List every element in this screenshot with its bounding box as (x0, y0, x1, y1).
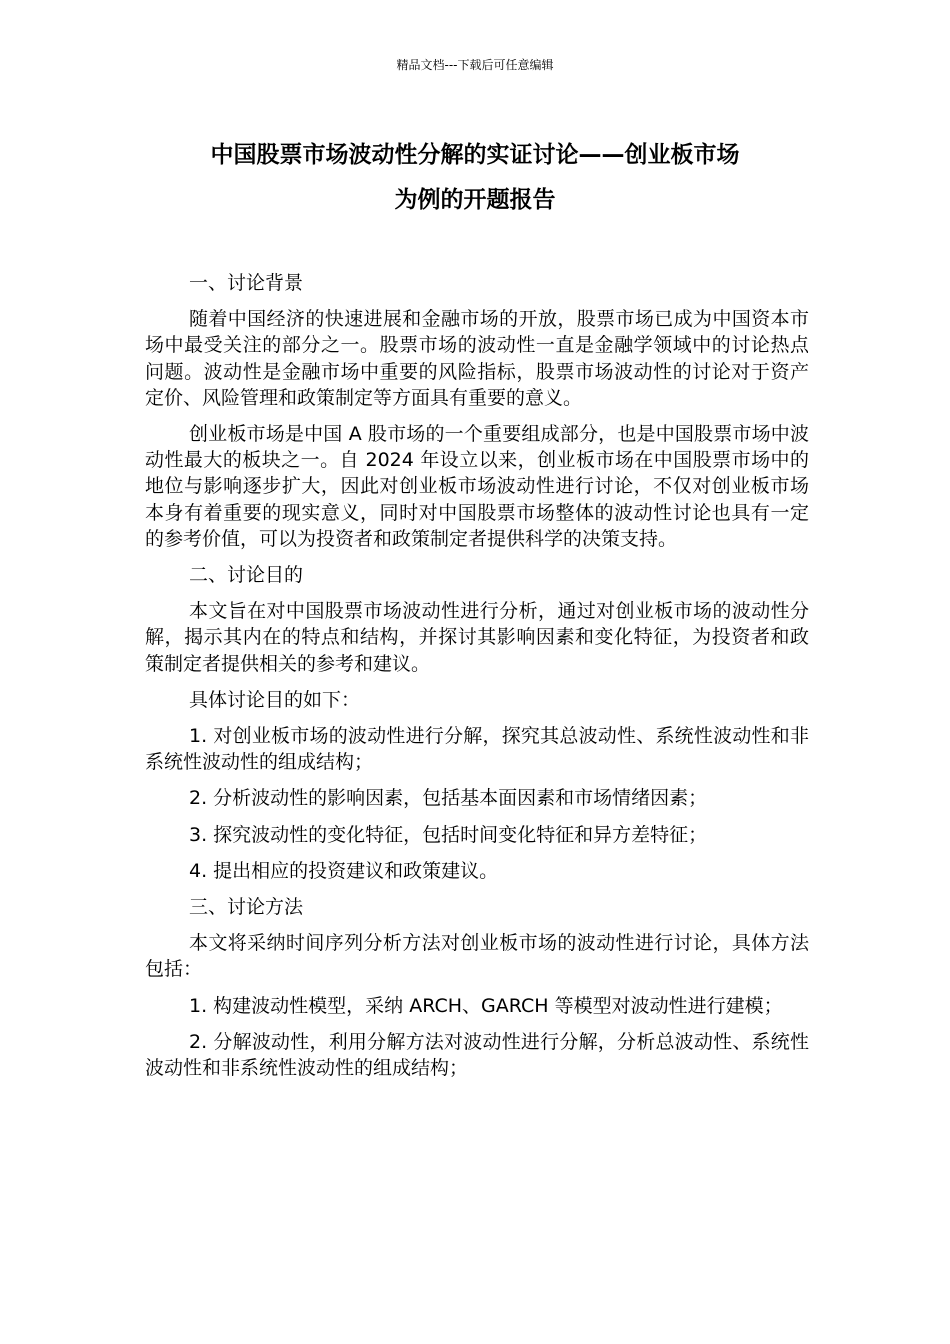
list-item-purpose-2: 2. 分析波动性的影响因素，包括基本面因素和市场情绪因素； (189, 787, 708, 810)
section-heading-purpose: 二、讨论目的 (189, 564, 304, 587)
list-item-method-1: 1. 构建波动性模型，采纳 ARCH、GARCH 等模型对波动性进行建模； (189, 994, 783, 1017)
paragraph-background-1: 随着中国经济的快速进展和金融市场的开放，股票市场已成为中国资本市场中最受关注的部分之一。股票市场的波动性一直是金融学领域中的讨论热点问题。波动性是金融市场中重要的风险指标，股票市场波动性的讨论对于资产定价、风险管理和政策制定等方面具有重要的意义。 (145, 308, 809, 409)
list-item-purpose-4: 4. 提出相应的投资建议和政策建议。 (189, 859, 499, 882)
page-header: 精品文档---下载后可任意编辑 (396, 58, 554, 72)
title-line-2: 为例的开题报告 (394, 187, 556, 213)
paragraph-purpose-2: 具体讨论目的如下： (189, 688, 361, 711)
paragraph-background-2: 创业板市场是中国 A 股市场的一个重要组成部分，也是中国股票市场中波动性最大的板块之一。自 2024 年设立以来，创业板市场在中国股票市场中的地位与影响逐步扩大，因此对创业板市场波动性进行讨论，不仅对创业板市场本身有着重要的现实意义，同时对中国股票市场整体的波动性讨论也具有一定的参考价值，可以为投资者和政策制定者提供科学的决策支持。 (145, 423, 809, 550)
title-line-1: 中国股票市场波动性分解的实证讨论——创业板市场 (210, 142, 740, 168)
section-heading-method: 三、讨论方法 (189, 896, 304, 919)
paragraph-method-1: 本文将采纳时间序列分析方法对创业板市场的波动性进行讨论，具体方法包括： (145, 932, 809, 981)
list-item-method-2: 2. 分解波动性，利用分解方法对波动性进行分解，分析总波动性、系统性波动性和非系统性波动性的组成结构； (145, 1030, 809, 1080)
document-body (145, 270, 809, 1091)
list-item-purpose-1: 1. 对创业板市场的波动性进行分解，探究其总波动性、系统性波动性和非系统性波动性的组成结构； (145, 725, 809, 774)
paragraph-purpose-1: 本文旨在对中国股票市场波动性进行分析，通过对创业板市场的波动性分解，揭示其内在的特点和结构，并探讨其影响因素和变化特征，为投资者和政策制定者提供相关的参考和建议。 (145, 600, 809, 675)
document-title (110, 133, 840, 223)
list-item-purpose-3: 3. 探究波动性的变化特征，包括时间变化特征和异方差特征； (189, 823, 708, 846)
section-heading-background: 一、讨论背景 (189, 272, 304, 294)
